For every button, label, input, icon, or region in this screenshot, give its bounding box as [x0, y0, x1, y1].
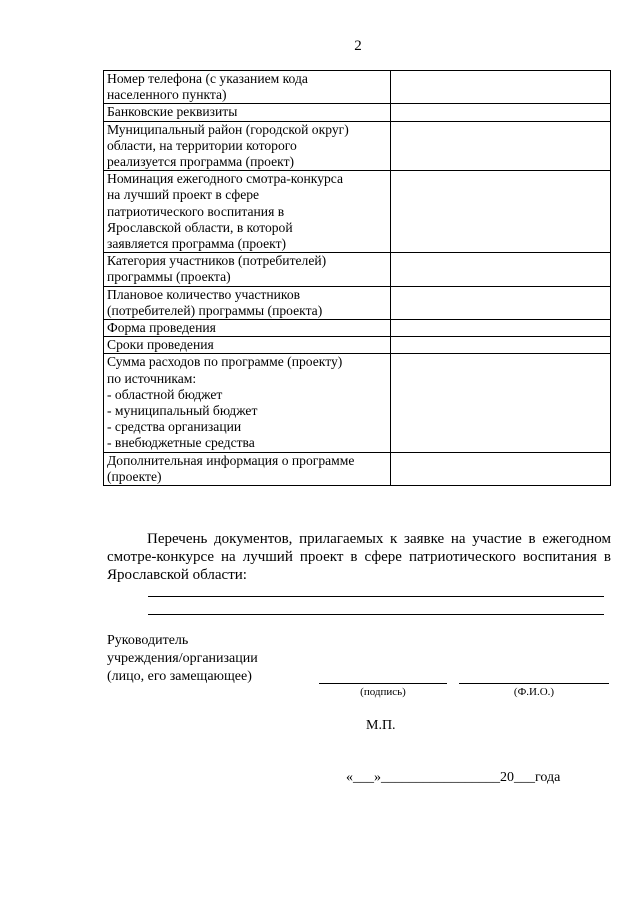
- row-label-cell: [104, 452, 391, 485]
- row-value-cell[interactable]: [390, 286, 610, 319]
- row-label-cell: [104, 286, 391, 319]
- table-row: [104, 354, 611, 452]
- row-label-line: по источникам:: [107, 370, 197, 386]
- table-row: [104, 171, 611, 253]
- full-name-caption: (Ф.И.О.): [513, 686, 555, 698]
- signer-title-line-1: Руководитель: [107, 633, 189, 648]
- signer-title-line-2: учреждения/организации: [107, 651, 258, 666]
- row-label-line: Номер телефона (с указанием кода: [107, 71, 308, 86]
- signature-caption: (подпись): [360, 686, 406, 698]
- documents-fill-line-2: [148, 614, 604, 615]
- row-label-line: Категория участников (потребителей): [107, 253, 327, 269]
- table-row: [104, 320, 611, 337]
- date-line: «___»_________________20___года: [346, 770, 561, 785]
- row-label-line: Сроки проведения: [107, 337, 214, 353]
- row-label-line: населенного пункта): [107, 87, 227, 103]
- row-label-line: - муниципальный бюджет: [107, 403, 258, 419]
- row-label-cell: [104, 121, 391, 171]
- row-label-cell: [104, 320, 391, 337]
- signature-line: [319, 683, 447, 684]
- table-row: [104, 121, 611, 171]
- row-value-cell[interactable]: [390, 452, 610, 485]
- row-label-line: Муниципальный район (городской округ): [107, 121, 349, 137]
- row-label-line: Форма проведения: [107, 320, 216, 336]
- row-value-cell[interactable]: [390, 121, 610, 171]
- row-label-cell: [104, 171, 391, 253]
- row-label-line: на лучший проект в сфере: [107, 187, 260, 203]
- row-label-line: Ярославской области, в которой: [107, 219, 293, 235]
- row-label-line: (проекте): [107, 468, 162, 484]
- table-row: [104, 452, 611, 485]
- documents-fill-line-1: [148, 596, 604, 597]
- table-row: [104, 286, 611, 319]
- row-label-line: Номинация ежегодного смотра-конкурса: [107, 171, 344, 187]
- stamp-placeholder: М.П.: [366, 718, 396, 733]
- table-row: [104, 253, 611, 286]
- form-table-body: [104, 71, 611, 486]
- row-value-cell[interactable]: [390, 320, 610, 337]
- row-value-cell[interactable]: [390, 354, 610, 452]
- row-label-line: Дополнительная информация о программе: [107, 452, 355, 468]
- row-label-cell: [104, 354, 391, 452]
- page-number: 2: [354, 38, 362, 54]
- full-name-line: [459, 683, 609, 684]
- row-label-cell: [104, 253, 391, 286]
- row-label-line: реализуется программа (проект): [107, 154, 295, 170]
- table-row: [104, 71, 611, 104]
- row-value-cell[interactable]: [390, 253, 610, 286]
- row-label-line: - средства организации: [107, 419, 242, 435]
- row-label-line: (потребителей) программы (проекта): [107, 302, 323, 318]
- row-label-cell: [104, 337, 391, 354]
- row-value-cell[interactable]: [390, 337, 610, 354]
- row-label-line: заявляется программа (проект): [107, 236, 287, 252]
- row-label-line: Сумма расходов по программе (проекту): [107, 354, 343, 370]
- row-label-line: патриотического воспитания в: [107, 203, 285, 219]
- row-label-line: Плановое количество участников: [107, 286, 301, 302]
- row-label-line: - областной бюджет: [107, 386, 223, 402]
- table-row: [104, 104, 611, 121]
- row-label-line: области, на территории которого: [107, 137, 297, 153]
- row-label-cell: [104, 104, 391, 121]
- row-label-line: Банковские реквизиты: [107, 104, 238, 120]
- row-value-cell[interactable]: [390, 104, 610, 121]
- row-label-cell: [104, 71, 391, 104]
- application-form-table: [103, 70, 611, 486]
- row-label-line: программы (проекта): [107, 269, 231, 285]
- signer-title-line-3: (лицо, его замещающее): [107, 669, 252, 684]
- row-value-cell[interactable]: [390, 71, 610, 104]
- documents-list-paragraph: Перечень документов, прилагаемых к заявке на участие в ежегодном смотре-конкурсе на лучший проект в сфере патриотического воспитания в Ярославской области:: [107, 531, 611, 583]
- signer-block: [107, 632, 258, 686]
- row-label-line: - внебюджетные средства: [107, 435, 255, 451]
- row-value-cell[interactable]: [390, 171, 610, 253]
- table-row: [104, 337, 611, 354]
